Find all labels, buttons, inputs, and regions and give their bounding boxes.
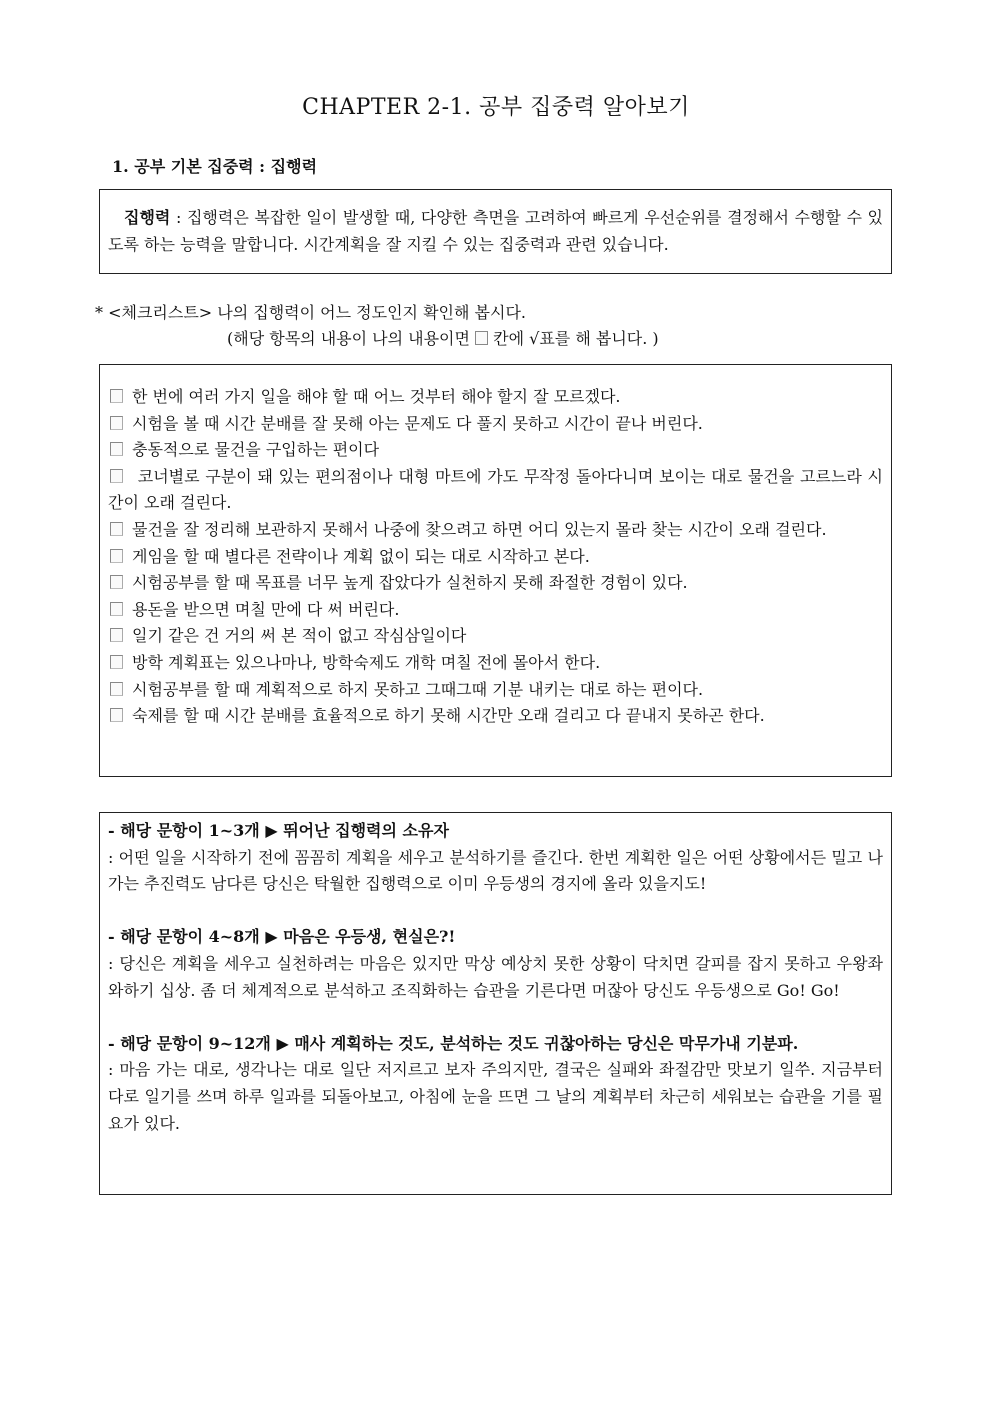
checkbox[interactable] xyxy=(110,655,123,669)
checklist-item xyxy=(108,384,883,411)
checklist-item xyxy=(108,703,883,730)
checklist-item xyxy=(108,437,883,464)
checklist-item-text: 숙제를 할 때 시간 분배를 효율적으로 하기 못해 시간만 오래 걸리고 다 끝내지 못하곤 한다. xyxy=(132,706,765,726)
checkbox[interactable] xyxy=(110,522,123,536)
checklist-item xyxy=(108,623,883,650)
definition-paragraph xyxy=(108,205,883,258)
checklist-item xyxy=(108,597,883,624)
checkbox[interactable] xyxy=(110,416,123,430)
checkbox[interactable] xyxy=(110,469,123,483)
checklist-item xyxy=(108,677,883,704)
result-block xyxy=(108,1031,883,1137)
checklist-item-text: 한 번에 여러 가지 일을 해야 할 때 어느 것부터 해야 할지 잘 모르겠다. xyxy=(132,387,621,406)
result-body: : 당신은 계획을 세우고 실천하려는 마음은 있지만 막상 예상치 못한 상황이 닥치면 갈피를 잡지 못하고 우왕좌와하기 십상. 좀 더 체계적으로 분석하고 조직화하는 습관을 기른다면 머잖아 당신도 우등생으로 Go! Go! xyxy=(108,953,883,1000)
checklist-item xyxy=(108,650,883,677)
result-body: : 어떤 일을 시작하기 전에 꼼꼼히 계획을 세우고 분석하기를 즐긴다. 한번 계획한 일은 어떤 상황에서든 밀고 나가는 추진력도 남다른 당신은 탁월한 집행력으로 이미 우등생의 경지에 올라 있을지도! xyxy=(108,847,883,894)
result-body: : 마음 가는 대로, 생각나는 대로 일단 저지르고 보자 주의지만, 결국은 실패와 좌절감만 맛보기 일쑤. 지금부터다로 일기를 쓰며 하루 일과를 되돌아보고, 아침에 눈을 뜨면 그 날의 계획부터 차근히 세워보는 습관을 기를 필요가 있다. xyxy=(108,1060,883,1133)
checklist-box xyxy=(99,364,892,777)
checklist-item-text: 코너별로 구분이 돼 있는 편의점이나 대형 마트에 가도 무작정 돌아다니며 보이는 대로 물건을 고르느라 시간이 오래 걸린다. xyxy=(108,466,883,513)
checkbox[interactable] xyxy=(110,708,123,722)
results-box xyxy=(99,812,892,1195)
page-title: CHAPTER 2-1. 공부 집중력 알아보기 xyxy=(302,95,690,120)
checklist-item-text: 일기 같은 건 거의 써 본 적이 없고 작심삼일이다 xyxy=(132,626,467,646)
checkbox-icon xyxy=(475,331,488,345)
checklist-intro-line1: * <체크리스트> 나의 집행력이 어느 정도인지 확인해 봅시다. xyxy=(95,303,526,322)
result-heading: - 해당 문항이 9~12개 ▶ 매사 계획하는 것도, 분석하는 것도 귀찮아하는 당신은 막무가내 기분파. xyxy=(108,1033,799,1053)
checklist-item-text: 방학 계획표는 있으나마나, 방학숙제도 개학 며칠 전에 몰아서 한다. xyxy=(132,652,601,672)
checklist-item-text: 시험을 볼 때 시간 분배를 잘 못해 아는 문제도 다 풀지 못하고 시간이 끝나 버린다. xyxy=(132,413,703,433)
checkbox[interactable] xyxy=(110,575,123,589)
checkbox[interactable] xyxy=(110,628,123,642)
section-heading: 1. 공부 기본 집중력 : 집행력 xyxy=(112,157,318,176)
checklist-item-text: 충동적으로 물건을 구입하는 편이다 xyxy=(132,440,380,460)
result-heading: - 해당 문항이 1~3개 ▶ 뛰어난 집행력의 소유자 xyxy=(108,821,449,840)
checklist-item-text: 용돈을 받으면 며칠 만에 다 써 버린다. xyxy=(132,599,400,619)
result-heading: - 해당 문항이 4~8개 ▶ 마음은 우등생, 현실은?! xyxy=(108,927,456,947)
definition-text: 집행력은 복잡한 일이 발생할 때, 다양한 측면을 고려하여 빠르게 우선순위를 결정해서 수행할 수 있도록 하는 능력을 말합니다. 시간계획을 잘 지킬 수 있는 집중력과 관련 있습니다. xyxy=(108,208,883,254)
checklist-item xyxy=(108,517,883,544)
checklist-item-text: 물건을 잘 정리해 보관하지 못해서 나중에 찾으려고 하면 어디 있는지 몰라 찾는 시간이 오래 걸린다. xyxy=(132,519,827,539)
definition-box xyxy=(99,189,892,274)
result-block xyxy=(108,924,883,1004)
checklist-item-text: 게임을 할 때 별다른 전략이나 계획 없이 되는 대로 시작하고 본다. xyxy=(132,546,590,566)
intro-text: 칸에 √표를 해 봅니다. ) xyxy=(488,329,659,349)
checklist-item xyxy=(108,411,883,438)
intro-text: (해당 항목의 내용이 나의 내용이면 xyxy=(227,329,476,349)
result-block xyxy=(108,818,883,898)
checklist-item-text: 시험공부를 할 때 계획적으로 하지 못하고 그때그때 기분 내키는 대로 하는 편이다. xyxy=(132,679,704,699)
definition-term: 집행력 xyxy=(124,208,171,227)
checklist-intro-line2 xyxy=(95,326,659,352)
checklist-item xyxy=(108,544,883,571)
checkbox[interactable] xyxy=(110,442,123,456)
checkbox[interactable] xyxy=(110,602,123,616)
checkbox[interactable] xyxy=(110,389,123,403)
checklist-item xyxy=(108,570,883,597)
checklist-item-text: 시험공부를 할 때 목표를 너무 높게 잡았다가 실천하지 못해 좌절한 경험이 있다. xyxy=(132,573,688,593)
definition-separator: : xyxy=(170,208,187,227)
checkbox[interactable] xyxy=(110,549,123,563)
checklist-intro xyxy=(95,300,659,353)
checklist-item xyxy=(108,464,883,517)
checkbox[interactable] xyxy=(110,682,123,696)
